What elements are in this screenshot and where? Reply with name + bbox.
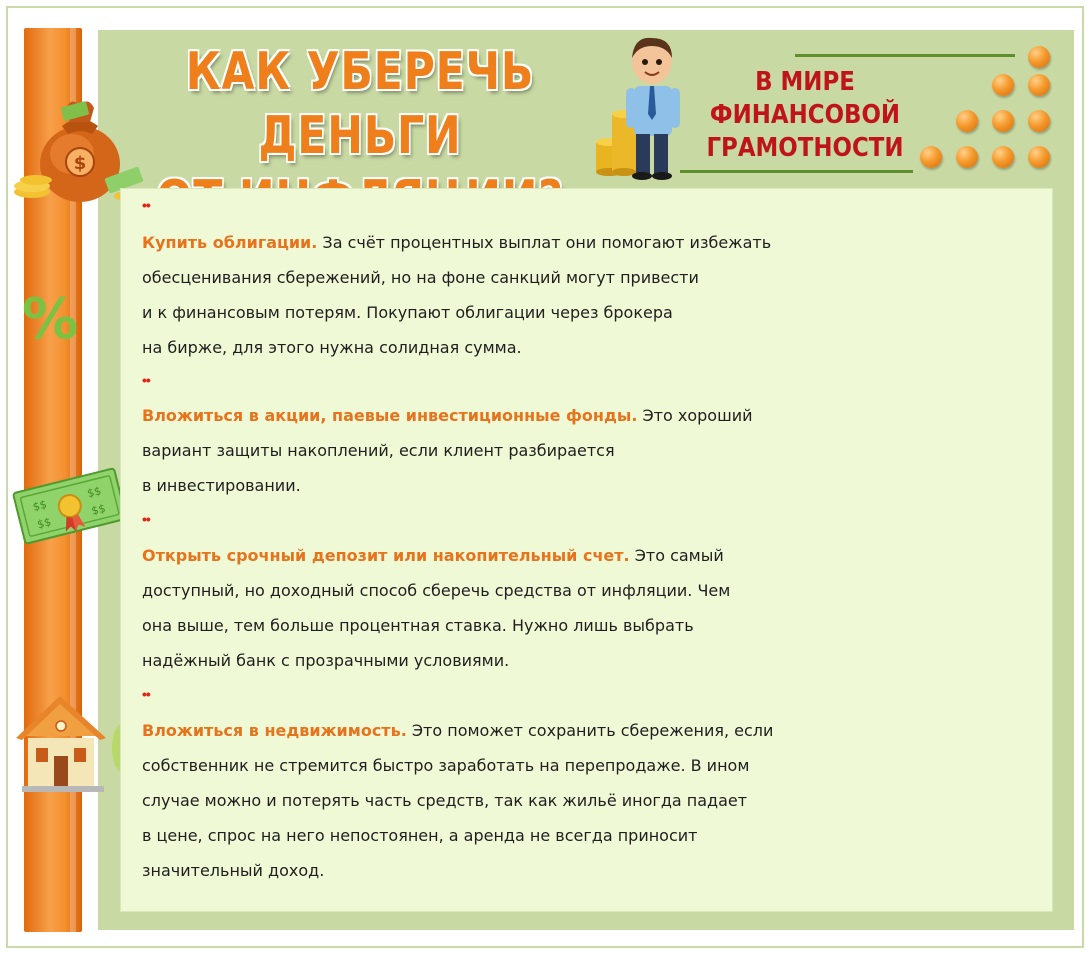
header-divider-bottom	[680, 170, 913, 173]
item-heading: Купить облигации.	[142, 233, 318, 252]
item-text: Это хороший	[637, 406, 753, 425]
item-text: случае можно и потерять часть средств, так как жильё иногда падает	[142, 791, 748, 810]
section-tag-line-1: В МИРЕ	[755, 67, 855, 97]
item-text: Это самый	[629, 546, 724, 565]
section-tag	[669, 66, 942, 165]
percent-icon	[22, 287, 79, 352]
item-text: собственник не стремится быстро заработать на перепродаже. В ином	[142, 756, 750, 775]
bullet-marker: ••	[142, 197, 150, 213]
orb-decoration	[956, 146, 978, 168]
list-item	[142, 225, 1042, 365]
orb-decoration	[992, 110, 1014, 132]
item-text: в инвестировании.	[142, 476, 301, 495]
item-text: значительный доход.	[142, 861, 325, 880]
bullet-marker: ••	[142, 372, 150, 388]
list-item	[142, 713, 1042, 888]
svg-text:$$: $$	[31, 497, 49, 514]
bullet-marker: ••	[142, 686, 150, 702]
orb-decoration	[920, 146, 942, 168]
item-text: За счёт процентных выплат они помогают избежать	[317, 233, 772, 252]
banknote-icon	[10, 462, 130, 552]
item-text: на бирже, для этого нужна солидная сумма.	[142, 338, 522, 357]
orb-decoration	[1028, 46, 1050, 68]
percent-symbol: %	[22, 287, 79, 352]
orb-decoration	[992, 146, 1014, 168]
orb-decoration	[992, 74, 1014, 96]
bullet-marker: ••	[142, 511, 150, 527]
svg-text:$: $	[73, 153, 87, 174]
item-text: обесценивания сбережений, но на фоне санкций могут привести	[142, 268, 699, 287]
orb-decoration	[1028, 110, 1050, 132]
list-item	[142, 398, 1042, 503]
orb-decoration	[1028, 74, 1050, 96]
item-text: она выше, тем больше процентная ставка. Нужно лишь выбрать	[142, 616, 694, 635]
section-tag-line-3: ГРАМОТНОСТИ	[706, 133, 904, 163]
list-item	[142, 538, 1042, 678]
item-text: Это поможет сохранить сбережения, если	[406, 721, 774, 740]
item-heading: Вложиться в акции, паевые инвестиционные фонды.	[142, 406, 638, 425]
house-icon	[14, 692, 136, 800]
item-text: и к финансовым потерям. Покупают облигации через брокера	[142, 303, 673, 322]
item-text: в цене, спрос на него непостоянен, а аренда не всегда приносит	[142, 826, 698, 845]
item-heading: Вложиться в недвижимость.	[142, 721, 407, 740]
item-text: надёжный банк с прозрачными условиями.	[142, 651, 510, 670]
item-heading: Открыть срочный депозит или накопительный счет.	[142, 546, 630, 565]
item-text: вариант защиты накоплений, если клиент разбирается	[142, 441, 615, 460]
header-divider-top	[795, 54, 1015, 57]
page-title-line-1: КАК УБЕРЕЧЬ ДЕНЬГИ	[185, 42, 535, 166]
item-text: доступный, но доходный способ сберечь средства от инфляции. Чем	[142, 581, 731, 600]
svg-text:$$: $$	[90, 501, 107, 518]
section-tag-line-2: ФИНАНСОВОЙ	[709, 100, 901, 130]
svg-text:$$: $$	[85, 484, 103, 501]
svg-text:$$: $$	[35, 515, 53, 532]
orb-decoration	[1028, 146, 1050, 168]
orb-decoration	[956, 110, 978, 132]
